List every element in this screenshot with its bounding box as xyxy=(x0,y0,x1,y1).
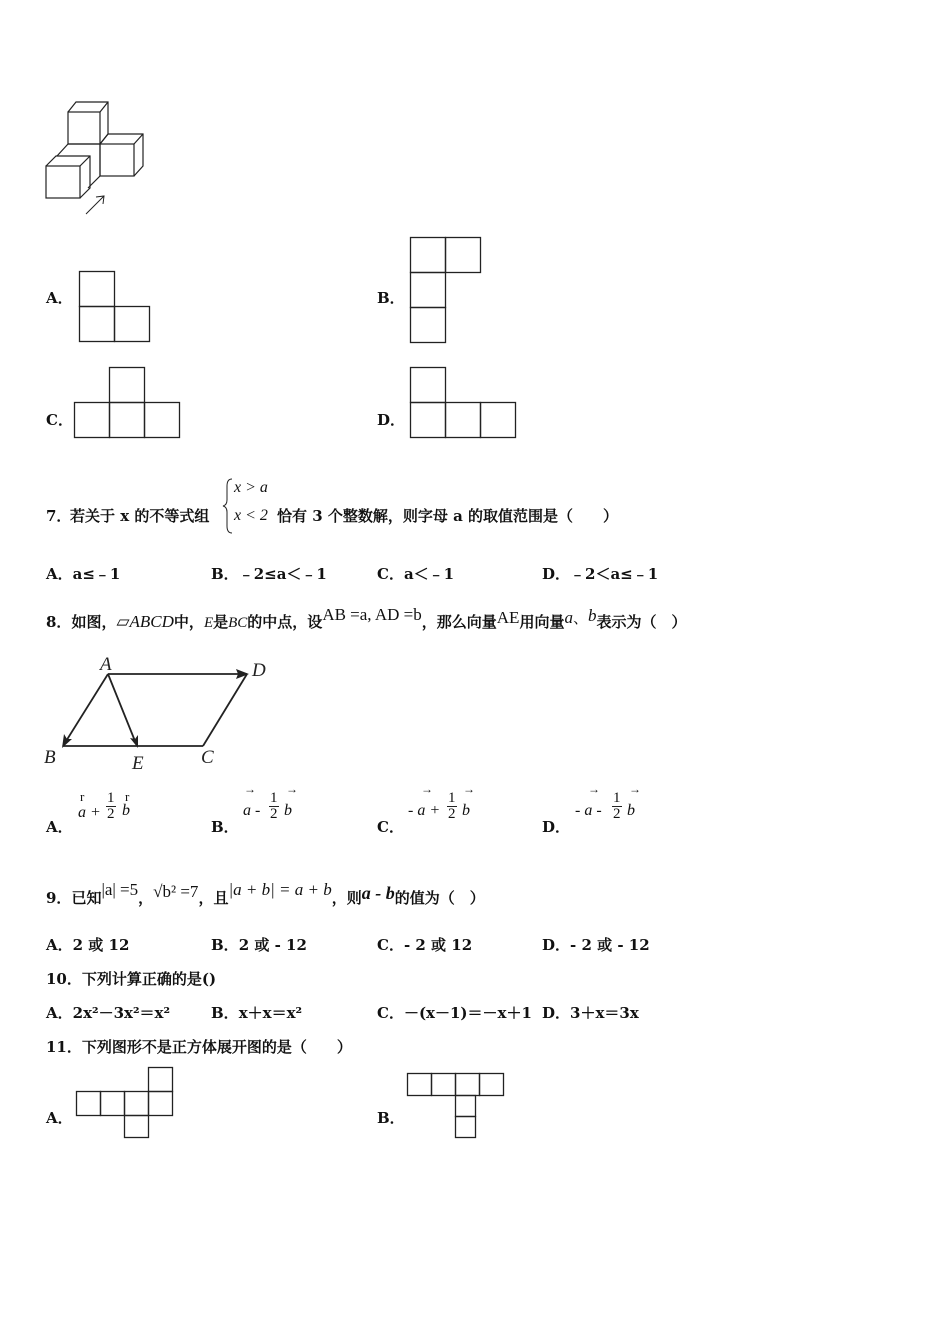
option-b-figure xyxy=(410,237,482,344)
q10-option-a: A．2x²－3x²＝x² xyxy=(46,1004,171,1022)
arrow-icon: → xyxy=(629,782,641,796)
option-d-figure xyxy=(410,367,517,438)
question-11-stem: 11．下列图形不是正方体展开图的是（ ） xyxy=(46,1038,352,1056)
q8-option-a-pre: a + xyxy=(78,804,101,821)
q7-option-d: D．﹣2＜a≤﹣1 xyxy=(542,565,659,583)
arrow-icon: → xyxy=(286,782,298,796)
system-line-1: x > a xyxy=(234,479,268,496)
question-7-text-before: 若关于 x 的不等式组 xyxy=(70,507,210,525)
question-7-text-after: 恰有 3 个整数解，则字母 a 的取值范围是（ ） xyxy=(277,507,619,525)
q11-option-a-label: A． xyxy=(46,1109,73,1127)
label-a: A xyxy=(100,654,112,675)
q9-option-d: D．- 2 或 - 12 xyxy=(542,936,650,954)
fraction: $\frac{1}{2}$ xyxy=(107,790,115,822)
label-c: C xyxy=(201,747,214,768)
fraction: $\frac{1}{2}$ xyxy=(270,790,278,822)
q10-option-d: D．3＋x＝3x xyxy=(542,1004,639,1022)
fraction: $\frac{1}{2}$ xyxy=(613,790,621,822)
q8-option-c-label: C． xyxy=(377,818,404,836)
arrow-icon: → xyxy=(244,782,256,796)
brace xyxy=(223,478,233,534)
system-line-2: x < 2 xyxy=(234,507,268,524)
cube-stack-figure xyxy=(40,98,150,223)
q7-option-a: A．a≤﹣1 xyxy=(46,565,121,583)
q8-option-b-pre: a - xyxy=(243,802,261,819)
option-a-figure xyxy=(79,271,151,343)
option-c-figure xyxy=(74,367,181,438)
vector-mark-a: r xyxy=(80,789,85,804)
q8-option-c-pre: - a + xyxy=(408,802,441,819)
arrow-icon: → xyxy=(463,782,475,796)
fraction: $\frac{1}{2}$ xyxy=(448,790,456,822)
net-b-figure xyxy=(407,1073,505,1139)
q8-option-a-post: b xyxy=(122,802,130,819)
q8-option-d-pre: - a - xyxy=(575,802,602,819)
q9-option-a: A．2 或 12 xyxy=(46,936,130,954)
q9-option-b: B．2 或 - 12 xyxy=(211,936,307,954)
arrow-icon: → xyxy=(421,782,433,796)
q8-option-a-label: A． xyxy=(46,818,73,836)
parallelogram-figure xyxy=(40,650,280,775)
q10-option-b: B．x＋x＝x² xyxy=(211,1004,303,1022)
label-b: B xyxy=(44,747,56,768)
q7-option-b: B．﹣2≤a＜﹣1 xyxy=(211,565,327,583)
q11-option-b-label: B． xyxy=(377,1109,405,1127)
q8-option-b-post: b xyxy=(284,802,292,819)
q8-option-d-post: b xyxy=(627,802,635,819)
q8-option-d-label: D． xyxy=(542,818,571,836)
vector-mark-b: r xyxy=(125,789,130,804)
net-a-figure xyxy=(76,1067,174,1139)
label-e: E xyxy=(132,753,144,774)
q10-option-c: C．－(x－1)＝－x＋1 xyxy=(377,1004,532,1022)
q9-option-c: C．- 2 或 12 xyxy=(377,936,473,954)
option-label-a: A． xyxy=(46,289,73,307)
option-label-c: C． xyxy=(46,411,73,429)
question-10-stem: 10．下列计算正确的是() xyxy=(46,970,217,988)
q7-option-c: C．a＜﹣1 xyxy=(377,565,455,583)
question-9-stem: 9．已知|a| =5，√b² =7，且|a + b| = a + b，则a - b的值为（ ） xyxy=(46,880,485,907)
question-7-number: 7． xyxy=(46,507,72,525)
option-label-b: B． xyxy=(377,289,405,307)
q8-option-b-label: B． xyxy=(211,818,239,836)
label-d: D xyxy=(252,660,266,681)
arrow-icon: → xyxy=(588,782,600,796)
option-label-d: D． xyxy=(377,411,406,429)
q8-option-c-post: b xyxy=(462,802,470,819)
question-8-stem: 8．如图，▱ABCD中，E是BC的中点，设AB =a, AD =b，那么向量AE用向量a、b表示为（ ） xyxy=(46,605,687,631)
